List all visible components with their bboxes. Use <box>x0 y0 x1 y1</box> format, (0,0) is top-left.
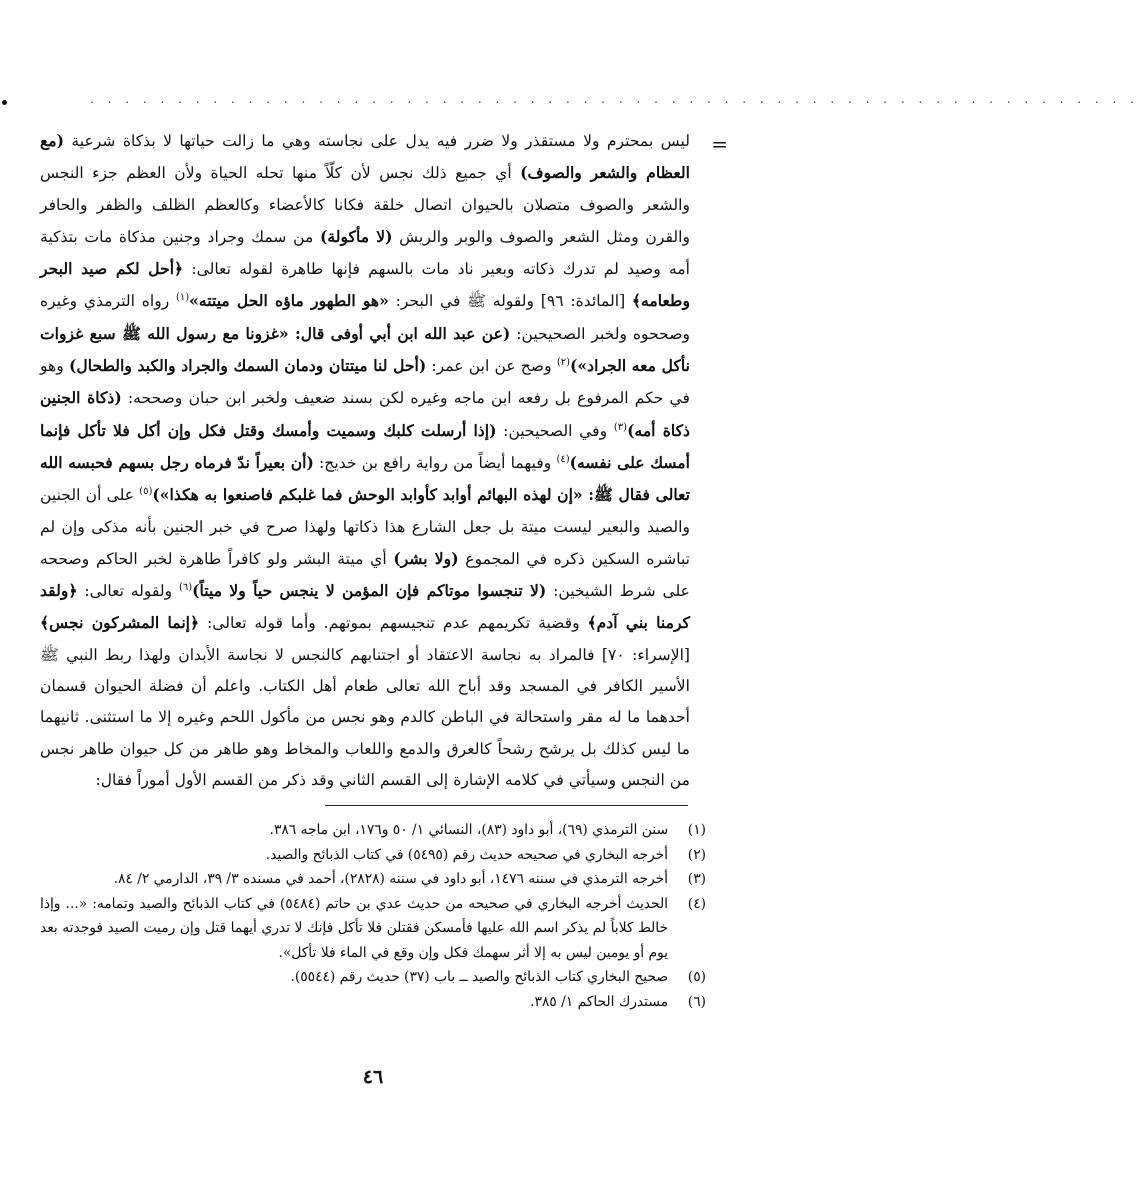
footnote-item <box>40 843 706 868</box>
commentary-text: [الإسراء: ٧٠] فالمراد به نجاسة الاعتقاد أو اجتنابهم كالنجس لا نجاسة الأبدان ولهذا ربط النبي ﷺ الأسير الكافر في المسجد وقد أباح الله تعالى طعام أهل الكتاب. واعلم أن فضلة الحيوان قسمان أحدهما ما له مقر واستحالة في الباطن كالدم وهو نجس من مأكول اللحم وغيره إلا ما استثنى. ثانيهما ما ليس كذلك بل يرشح رشحاً كالعرق والدمع واللعاب والمخاط وهو طاهر من كل حيوان طاهر نجس من النجس وسيأتي في كلامه الإشارة إلى القسم الثاني وقد ذكر من القسم الأول أموراً فقال: <box>40 645 690 789</box>
footnote-item <box>40 965 706 990</box>
bold-matn-text: ﴿أحل لكم صيد البحر وطعامه﴾ <box>40 259 690 311</box>
footnote-ref: (١) <box>175 292 190 304</box>
footnote-number: (٤) <box>687 895 706 912</box>
page-number: ٤٦ <box>362 1066 384 1088</box>
bold-matn-text: «هو الطهور ماؤه الحل ميتته» <box>189 291 389 311</box>
main-body-text <box>40 125 690 796</box>
footnote-ref: (٣) <box>613 421 628 433</box>
header-dotted-line: . . . . . . . . . . . . . . . . . . . . . . . . . . . . . . . . . . . . . . . . . . . . . . . . . . . . . . . . . . . . <box>90 92 1139 106</box>
bold-matn-text: ﴿إنما المشركون نجس﴾ <box>40 613 200 633</box>
commentary-text: ولقوله تعالى: <box>77 582 179 601</box>
continuation-mark: = <box>711 132 728 156</box>
footnote-text: مستدرك الحاكم ١/ ٣٨٥. <box>530 993 668 1010</box>
footnote-number: (٣) <box>687 871 706 887</box>
bold-matn-text: (أن بعيراً ندّ فرماه رجل بسهم فحبسه الله تعالى فقال ﷺ: «إن لهذه البهائم أوابد كأوابد الوحش فما غلبكم فاصنعوا به هكذا») <box>40 452 690 505</box>
commentary-text: من سمك وجراد وجنين مذكاة مات بتذكية أمه وصيد لم تدرك ذكاته وبعير ناد مات بالسهم فإنها طاهرة لقوله تعالى: <box>40 227 690 279</box>
commentary-text: رواه الترمذي وغيره وصححوه ولخبر الصحيحين: <box>40 292 691 343</box>
bold-matn-text: (إذا أرسلت كلبك وسميت وأمسك وقتل فكل وإن أكل فلا تأكل فإنما أمسك على نفسه) <box>40 420 690 472</box>
footnote-number: (٥) <box>687 969 706 985</box>
footnote-item <box>40 867 706 892</box>
commentary-text: وقضية تكريمهم عدم تنجيسهم بموتهم. وأما قوله تعالى: <box>199 614 588 633</box>
footnote-number: (٢) <box>687 846 706 863</box>
bold-matn-text: (عن عبد الله ابن أبي أوفى قال: «غزونا مع رسول الله ﷺ سبع غزوات نأكل معه الجراد») <box>40 323 690 376</box>
footnote-text: أخرجه الترمذي في سننه ١٤٧٦، أبو داود في سننه (٢٨٢٨)، أحمد في مسنده ٣/ ٣٩، الدارمي ٢/ ٨٤. <box>113 871 668 887</box>
bold-matn-text: (مع العظام والشعر والصوف) <box>40 131 690 183</box>
footnote-ref: (٥) <box>139 486 153 498</box>
commentary-text: وصح عن ابن عمر: <box>426 357 557 376</box>
margin-dot <box>2 100 7 105</box>
commentary-text: على أن الجنين والصيد والبعير ليست ميتة بل جعل الشارع هذا ذكاتها ولهذا صرح في خبر الجنين بأنه مذكى وإن لم تباشره السكين ذكره في المجموع <box>40 486 690 568</box>
commentary-text: ليس بمحترم ولا مستقذر ولا ضرر فيه يدل على نجاسته وهي ما زالت حياتها لا بذكاة شرعية <box>64 132 690 150</box>
footnote-item <box>40 818 706 843</box>
footnote-separator <box>325 805 688 806</box>
commentary-text: وهو في حكم المرفوع بل رفعه ابن ماجه وغيره لكن بسند ضعيف ولخبر ابن حبان وصححه: <box>40 357 691 408</box>
commentary-text: أي ميتة البشر ولو كافراً طاهرة لخبر الحاكم وصححه على شرط الشيخين: <box>40 549 690 601</box>
footnote-number: (٦) <box>687 993 706 1010</box>
footnote-text: سنن الترمذي (٦٩)، أبو داود (٨٣)، النسائي ١/ ٥٠ و١٧٦، ابن ماجه ٣٨٦. <box>269 822 668 838</box>
commentary-text: وفي الصحيحين: <box>496 421 614 440</box>
bold-matn-text: (ذكاة الجنين ذكاة أمه) <box>40 388 690 440</box>
footnote-text: أخرجه البخاري في صحيحه حديث رقم (٥٤٩٥) في كتاب الذبائح والصيد. <box>265 846 668 863</box>
commentary-text: [المائدة: ٩٦] ولقوله ﷺ في البحر: <box>388 292 632 311</box>
footnote-item <box>40 990 706 1015</box>
bold-matn-text: ﴿ولقد كرمنا بني آدم﴾ <box>40 581 691 633</box>
footnote-ref: (٢) <box>556 356 570 368</box>
bold-matn-text: (لا تنجسوا موتاكم فإن المؤمن لا ينجس حياً ولا ميتاً) <box>192 581 547 601</box>
commentary-text: وفيهما أيضاً من رواية رافع بن خديج: <box>313 453 557 472</box>
footnote-number: (١) <box>687 822 706 838</box>
footnote-ref: (٤) <box>556 453 570 465</box>
footnote-text: الحديث أخرجه البخاري في صحيحه من حديث عدي بن حاتم (٥٤٨٤) في كتاب الذبائح والصيد وتمامه: «... وإذا خالط كلاباً لم يذكر اسم الله عليها فأمسكن فقتلن فلا تأكل فإنك لا تدري أيهما قتل وإن رميت الصيد فوجدته بعد يوم أو يومين ليس به إلا أثر سهمك فكل وإن وقع في الماء فلا تأكل». <box>40 895 668 961</box>
footnotes-section <box>40 818 706 1014</box>
bold-matn-text: (لا مأكولة) <box>320 226 393 246</box>
footnote-text: صحيح البخاري كتاب الذبائح والصيد ــ باب (٣٧) حديث رقم (٥٥٤٤). <box>290 969 668 985</box>
commentary-text: أي جميع ذلك نجس لأن كلّاً منها تحله الحياة ولأن العظم جزء النجس والشعر والصوف متصلان بالحيوان اتصال خلقة فكانا كالأعضاء وكالعظم الظلف والظفر والحافر والقرن ومثل الشعر والصوف والوبر والريش <box>40 164 690 246</box>
footnote-item <box>40 892 706 966</box>
bold-matn-text: (أحل لنا ميتتان ودمان السمك والجراد والكبد والطحال) <box>68 356 427 376</box>
footnote-ref: (٦) <box>178 581 193 593</box>
bold-matn-text: (ولا بشر) <box>393 548 459 568</box>
